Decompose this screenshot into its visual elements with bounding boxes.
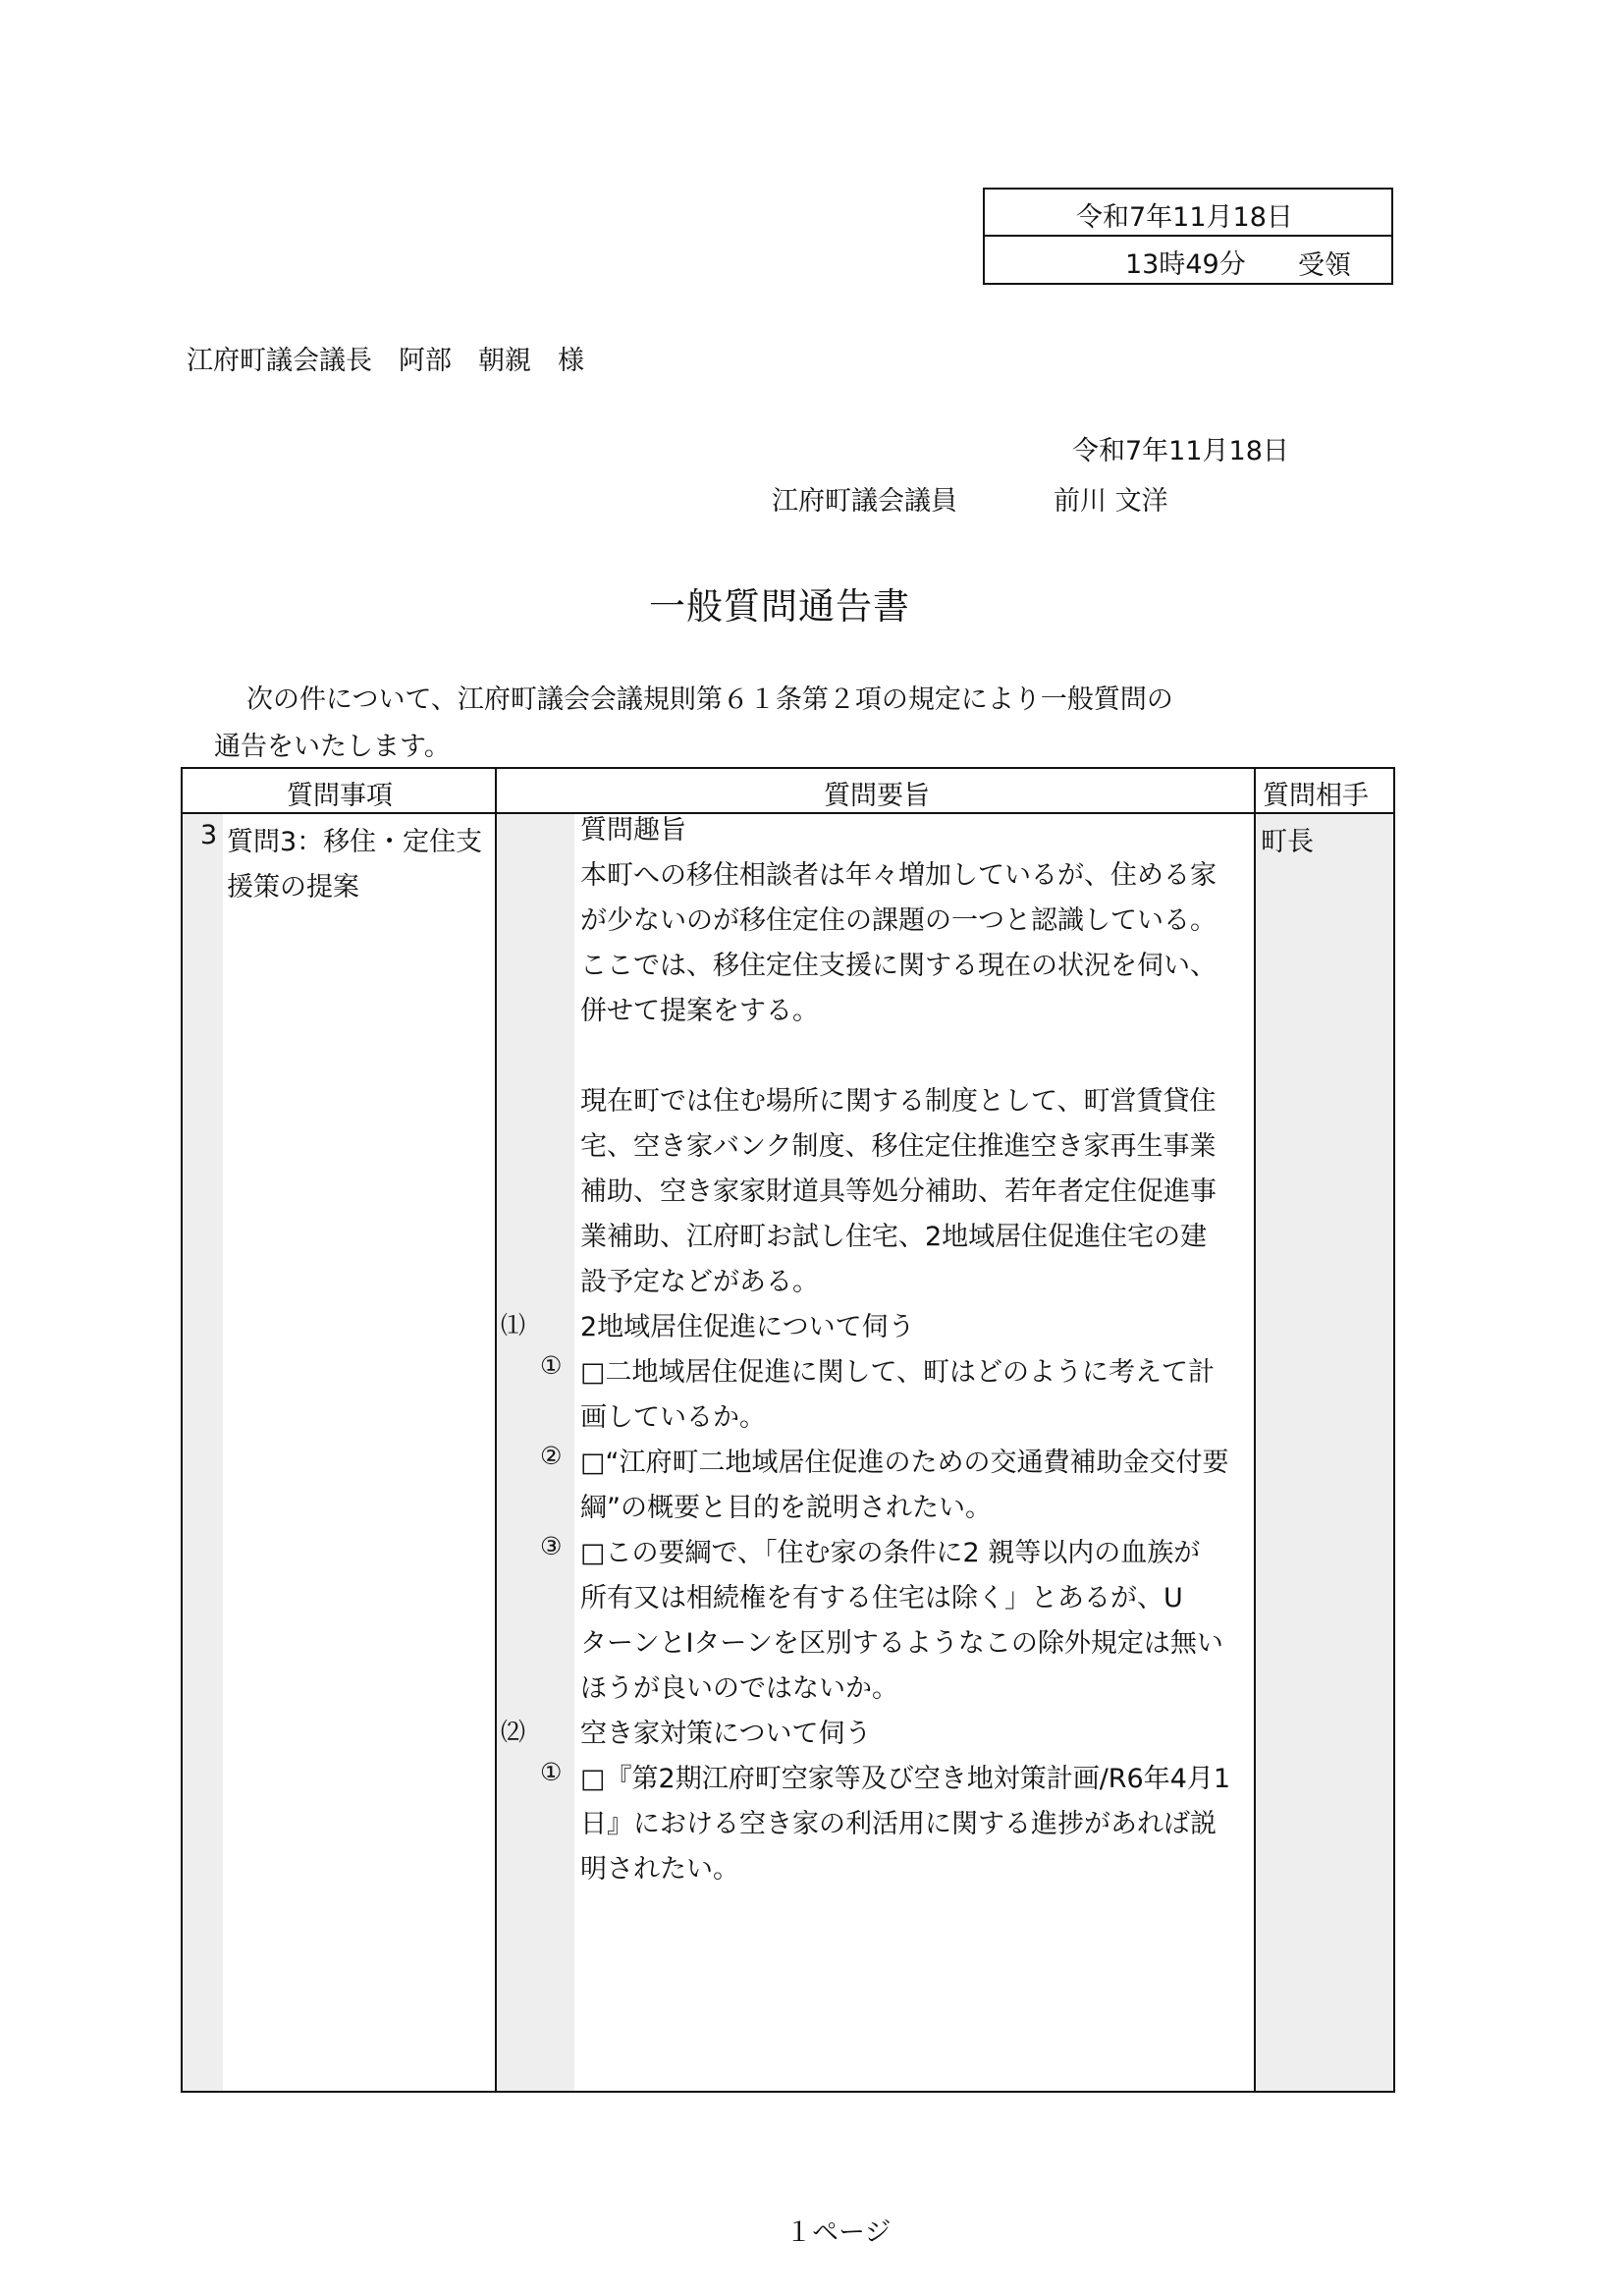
gist-line: 本町への移住相談者は年々増加しているが、住める家	[580, 860, 1217, 891]
receipt-stamp-box	[983, 188, 1393, 285]
gist-line: 設予定などがある。	[580, 1267, 819, 1297]
gist-line: 明されたい。	[580, 1854, 739, 1885]
member-name: 前川 文洋	[1054, 486, 1168, 517]
item-marker: ②	[540, 1442, 563, 1470]
item-line-2: 援策の提案	[227, 872, 359, 902]
header-gist: 質問要旨	[824, 781, 930, 811]
gist-line: 2地域居住促進について伺う	[580, 1312, 915, 1342]
gist-line: 質問趣旨	[580, 815, 686, 846]
gist-line: ほうが良いのではないか。	[580, 1673, 898, 1704]
row-number: 3	[200, 820, 218, 850]
gist-line: 画しているか。	[580, 1402, 766, 1433]
gist-line: □二地域居住促進に関して、町はどのように考えて計	[580, 1357, 1215, 1388]
marker-column-shade	[495, 814, 574, 2091]
gist-line: 日』における空き家の利活用に関する進捗があれば説	[580, 1809, 1217, 1839]
intro-line-2: 通告をいたします。	[214, 732, 451, 762]
gist-line: 現在町では住む場所に関する制度として、町営賃貸住	[580, 1086, 1217, 1117]
gist-line: 綱”の概要と目的を説明されたい。	[580, 1493, 992, 1523]
gist-line: 空き家対策について伺う	[580, 1719, 872, 1749]
page-number: １ページ	[785, 2217, 892, 2248]
item-marker: ①	[540, 1351, 563, 1380]
item-marker: ①	[540, 1758, 563, 1786]
member-role: 江府町議会議員	[772, 486, 957, 517]
item-line-1: 質問3：移住・定住支	[227, 827, 483, 857]
gist-line: 併せて提案をする。	[580, 996, 819, 1026]
item-marker: ③	[540, 1532, 563, 1560]
target-column-shade	[1254, 814, 1393, 2091]
gist-line: □“江府町二地域居住促進のための交通費補助金交付要	[580, 1448, 1229, 1478]
gist-line: 所有又は相続権を有する住宅は除く」とあるが、U	[580, 1583, 1183, 1613]
gist-line: 業補助、江府町お試し住宅、2地域居住促進住宅の建	[580, 1222, 1208, 1252]
addressee: 江府町議会議長 阿部 朝親 様	[187, 346, 584, 376]
document-title: 一般質問通告書	[649, 585, 910, 628]
gist-line: 補助、空き家家財道具等処分補助、若年者定住促進事	[580, 1176, 1217, 1207]
receipt-received: 受領	[1298, 250, 1351, 281]
receipt-date: 令和7年11月18日	[1076, 202, 1293, 233]
submission-date: 令和7年11月18日	[1072, 436, 1289, 466]
receipt-date-row	[985, 190, 1391, 237]
gist-line: 宅、空き家バンク制度、移住定住推進空き家再生事業	[580, 1131, 1217, 1162]
gist-line: ここでは、移住定住支援に関する現在の状況を伺い、	[580, 951, 1217, 981]
number-column-shade	[183, 814, 223, 2091]
header-item: 質問事項	[287, 781, 393, 811]
intro-line-1: 次の件について、江府町議会会議規則第６１条第２項の規定により一般質問の	[246, 684, 1173, 715]
gist-line: が少ないのが移住定住の課題の一つと認識している。	[580, 905, 1217, 936]
receipt-time: 13時49分	[1125, 249, 1246, 280]
question-gist	[580, 808, 1248, 1892]
question-table	[181, 767, 1395, 2093]
column-divider-2	[1254, 769, 1256, 2091]
header-target: 質問相手	[1263, 781, 1369, 811]
column-divider-1	[495, 769, 497, 2091]
section-marker: ⑴	[501, 1311, 526, 1339]
gist-line	[580, 1034, 1248, 1079]
question-target: 町長	[1261, 827, 1314, 857]
gist-line: □『第2期江府町空家等及び空き地対策計画/R6年4月1	[580, 1764, 1231, 1794]
gist-line: □この要綱で、「住む家の条件に2 親等以内の血族が	[580, 1538, 1201, 1568]
gist-line: ターンとIターンを区別するようなこの除外規定は無い	[580, 1628, 1223, 1659]
section-marker: ⑵	[501, 1718, 526, 1746]
